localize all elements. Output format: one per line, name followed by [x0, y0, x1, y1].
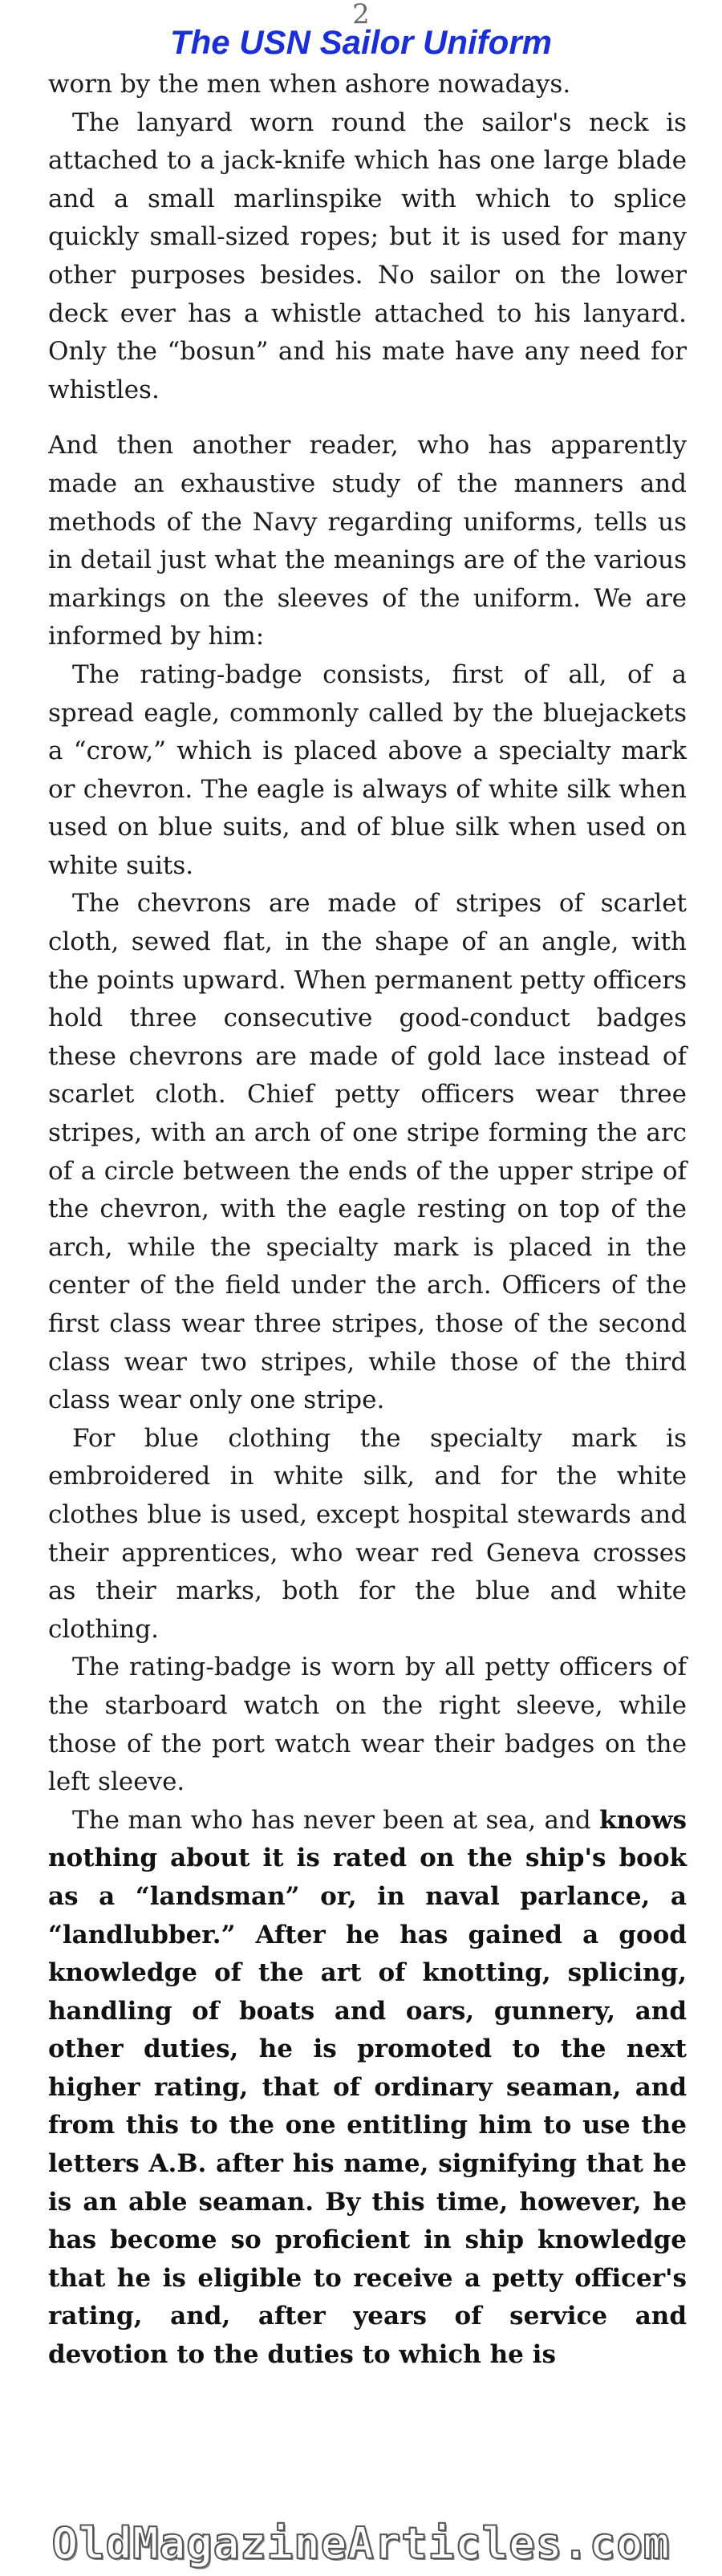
paragraph-reader: And then another reader, who has apparently made an exhaustive study of the manners and methods of the Navy regarding uniforms, tells us in detail just what the meanings are of the various markings on the sleeves of the uniform. We are informed by him:: [48, 431, 687, 651]
paragraph-continuation: worn by the men when ashore nowadays.: [48, 70, 571, 99]
article-header-title: The USN Sailor Uniform: [169, 23, 553, 61]
paragraph-specialty-mark: For blue clothing the specialty mark is embroidered in white silk, and for the white clothes blue is used, except hospital stewards and their apprentices, who wear red Geneva crosses as their marks, both for the blue and white clothing.: [48, 1423, 687, 1644]
article-body: [48, 66, 687, 2375]
paragraph-landsman-bold: knows nothing about it is rated on the ship's book as a “landsman” or, in naval parlance, a “landlubber.” After he has gained a good knowledge of the art of knotting, splicing, handling of boats and oars, gunnery, and other duties, he is promoted to the next higher rating, that of ordinary seaman, and from this to the one entitling him to use the letters A.B. after his name, signifying that he is an able seaman. By this time, however, he has become so proficient in ship knowledge that he is eligible to receive a petty officer's rating, and, after years of service and devotion to the duties to which he is: [48, 1805, 687, 2370]
site-logo: [0, 2511, 722, 2576]
paragraph-chevrons: The chevrons are made of stripes of scarlet cloth, sewed flat, in the shape of an angle, with the points upward. When permanent petty officers hold three consecutive good-conduct badges these chevrons are made of gold lace instead of scarlet cloth. Chief petty officers wear three stripes, with an arch of one stripe forming the arc of a circle between the ends of the upper stripe of the chevron, with the eagle resting on top of the arch, while the specialty mark is placed in the center of the field under the arch. Officers of the first class wear three stripes, those of the second class wear two stripes, while those of the third class wear only one stripe.: [48, 889, 687, 1415]
paragraph-landsman-lead: The man who has never been at sea, and: [72, 1805, 600, 1835]
paragraph-watch-sleeve: The rating-badge is worn by all petty officers of the starboard watch on the right sleeve, while those of the port watch wear their badges on the left sleeve.: [48, 1653, 687, 1797]
paragraph-lanyard: The lanyard worn round the sailor's neck is attached to a jack-knife which has one large blade and a small marlinspike with which to splice quickly small-sized ropes; but it is used for many other purposes besides. No sailor on the lower deck ever has a whistle attached to his lanyard. Only the “bosun” and his mate have any need for whistles.: [48, 108, 687, 404]
paragraph-rating-badge: The rating-badge consists, first of all, of a spread eagle, commonly called by the bluejackets a “crow,” which is placed above a specialty mark or chevron. The eagle is always of white silk when used on blue suits, and of blue silk when used on white suits.: [48, 659, 687, 880]
site-logo-text: OldMagazineArticles.com: [51, 2518, 671, 2569]
paragraph-landsman: [48, 1802, 687, 2375]
page-number: 2: [352, 0, 370, 30]
